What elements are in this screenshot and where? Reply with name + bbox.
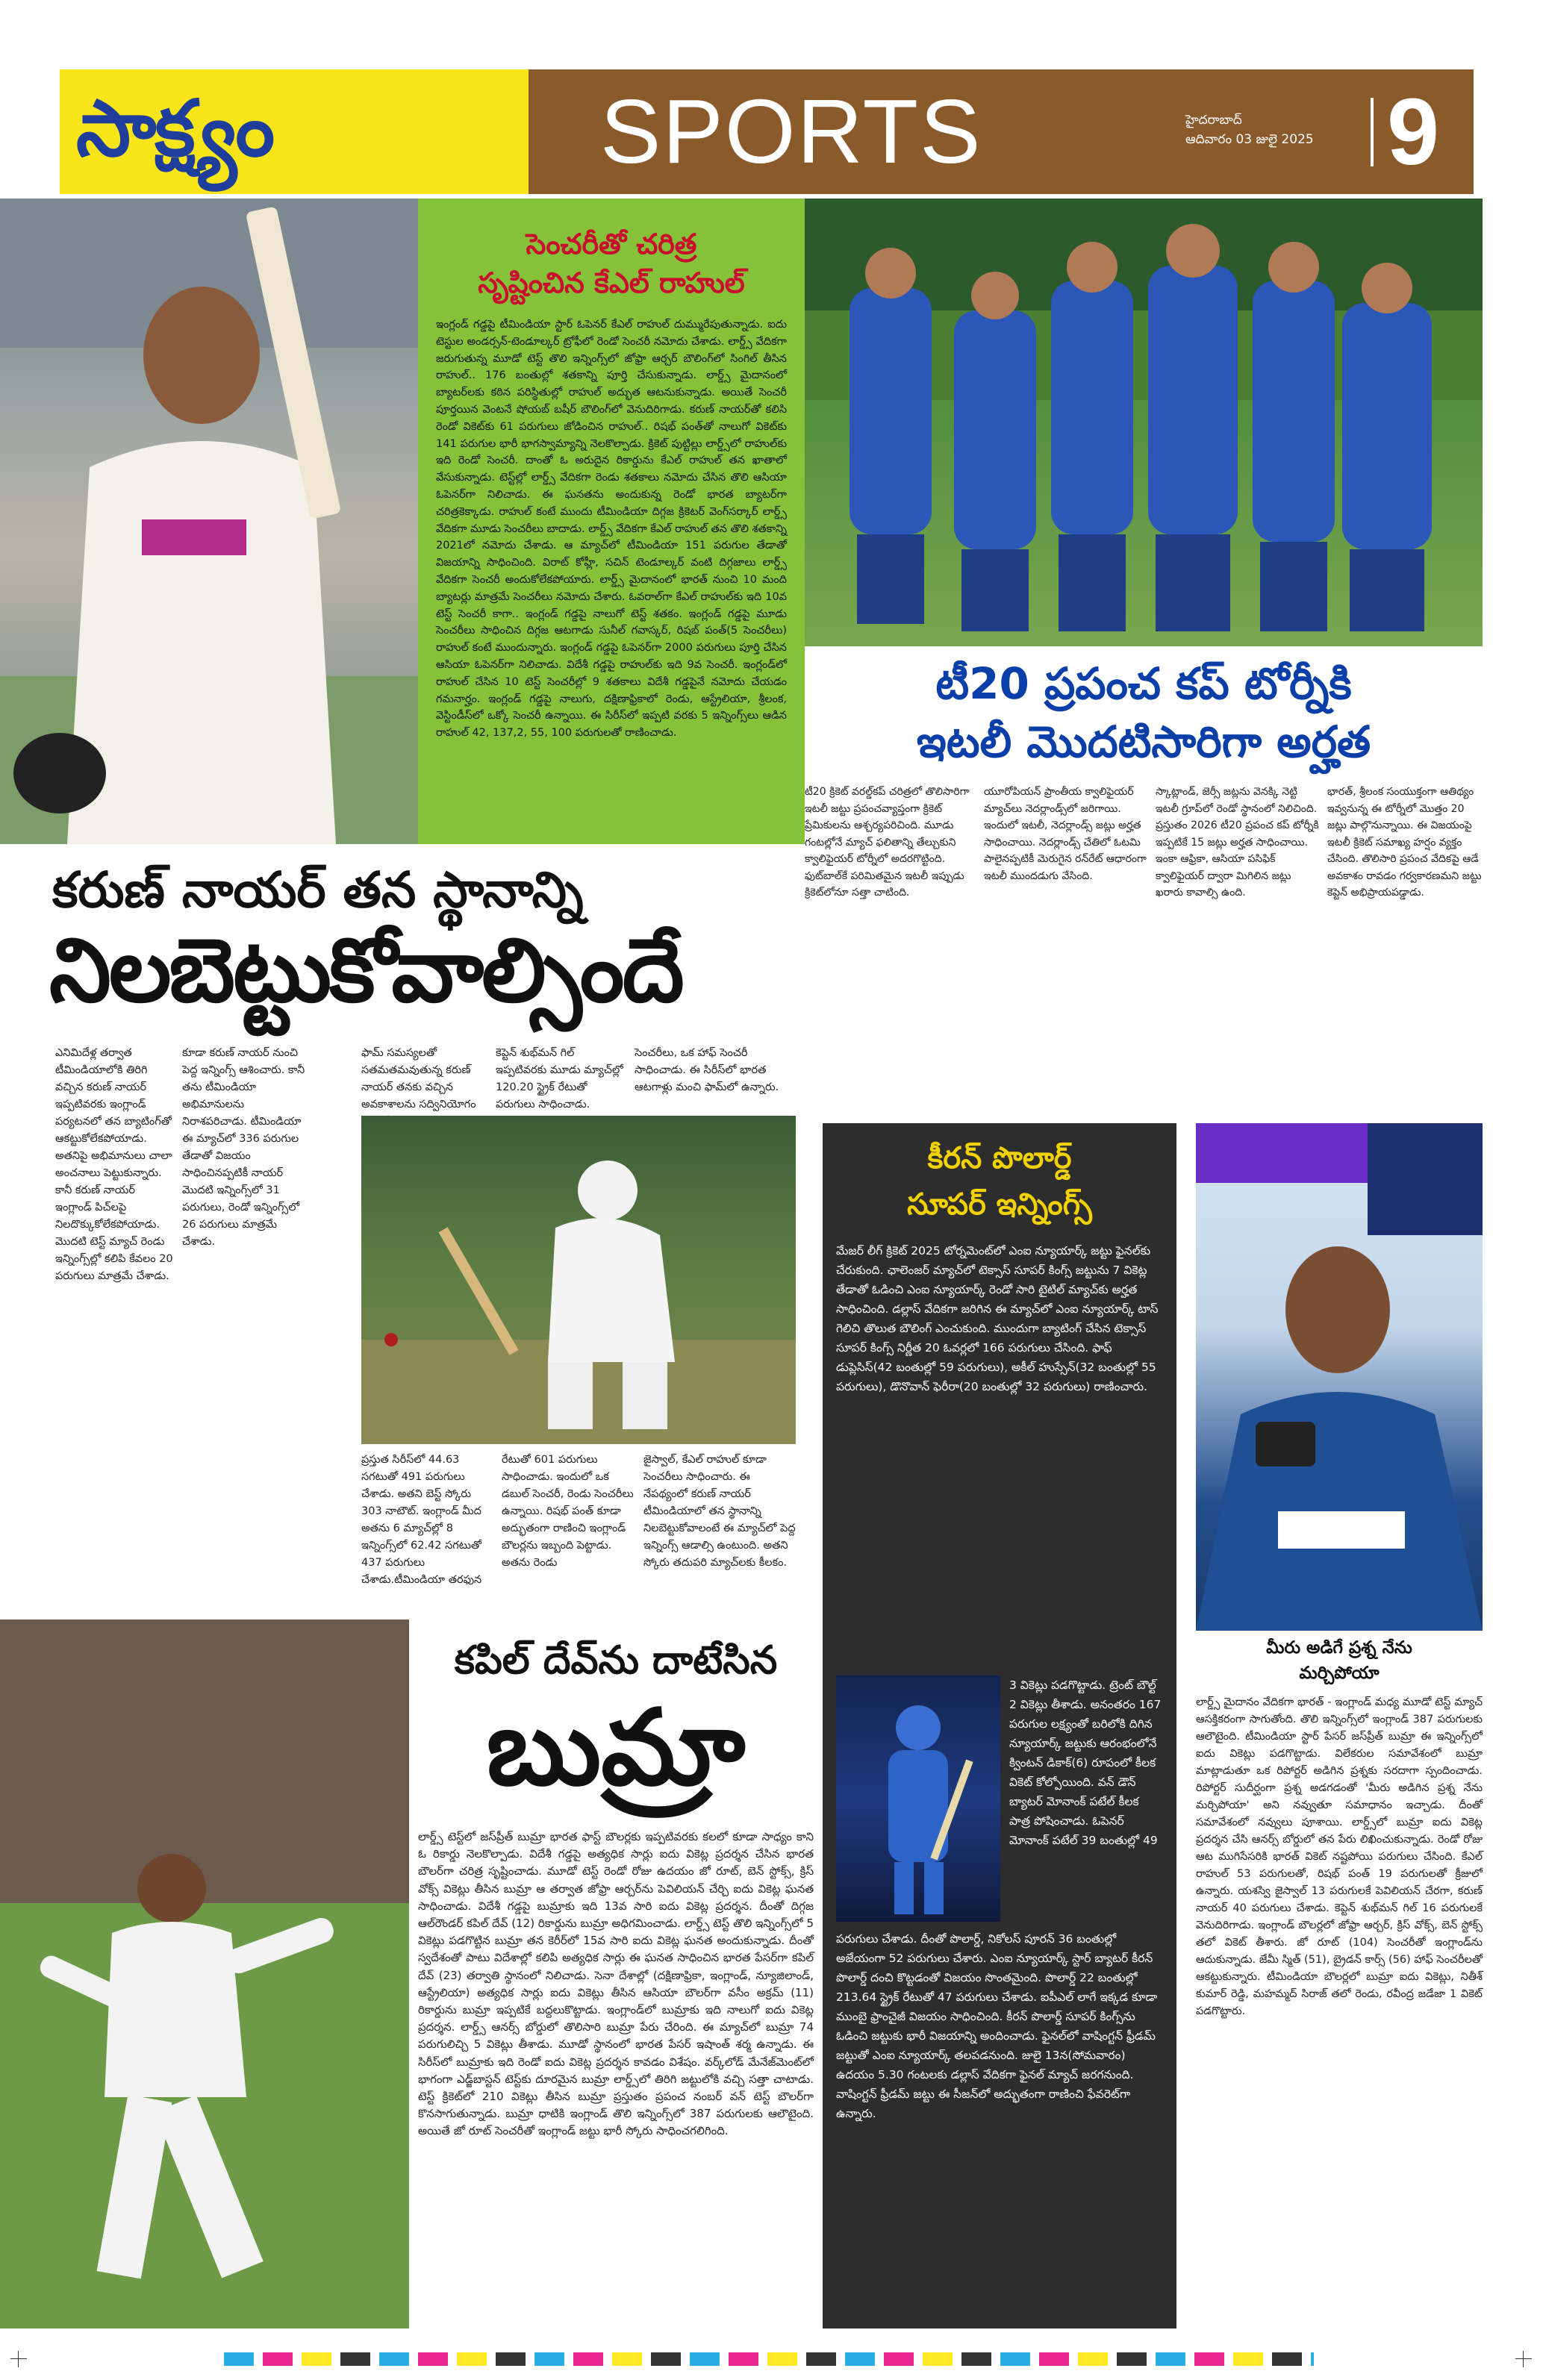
karun-bottom-3: జైస్వాల్, కేఎల్ రాహుల్ కూడా సెంచరీలు సాధించారు. ఈ నేపథ్యంలో కరుణ్ నాయర్ టీమిండియాలో తన స్థానాన్ని నిలబెట్టుకోవాలంటే ఈ మ్యాచ్‌లో పెద్ద ఇన్నింగ్స్ ఆడాల్సి ఉంటుంది. అతని స్కోరు తదుపరి మ్యాచ్‌లకు కీలకం. (643, 1454, 796, 1569)
italy-headline-2: ఇటలీ మొదటిసారిగా అర్హత (916, 716, 1371, 767)
karun-headline-2: నిలబెట్టుకోవాల్సిందే (49, 919, 682, 1022)
karun-headline-1: కరుణ్ నాయర్ తన స్థానాన్ని (52, 861, 584, 919)
karun-bottom-2: రేటుతో 601 పరుగులు సాధించాడు. ఇందులో ఒక డబుల్ సెంచరీ, రెండు సెంచరీలు ఉన్నాయి. రిషభ్ పంత్ కూడా అద్భుతంగా రాణించి ఇంగ్లాండ్ బౌలర్లను ఇబ్బంది పెట్టాడు. అతను రెండు (502, 1454, 634, 1569)
masthead-section-panel (529, 69, 1474, 194)
rahul-body: ఇంగ్లండ్ గడ్డపై టీమిండియా స్టార్ ఓపెనర్ కేఎల్ రాహుల్ దుమ్మురేపుతున్నాడు. ఐదు టెస్టుల అండర్సన్-టెండూల్కర్ ట్రోఫీలో రెండో సెంచరీ నమోదు చేశాడు. లార్డ్స్ వేదికగా జరుగుతున్న మూడో టెస్ట్ తొలి ఇన్నింగ్స్‌లో జోఫ్రా ఆర్చర్ బౌలింగ్‌లో సింగిల్ తీసిన రాహుల్.. 176 బంతుల్లో శతకాన్ని పూర్తి చేసుకున్నాడు. లార్డ్స్ మైదానంలో బ్యాటర్‌లకు కఠిన పరిస్థితుల్లో రాహుల్ అద్భుత ఆటనుకున్నాడు. అయితే సెంచరీ పూర్తయిన వెంటనే షోయబ్ బషీర్ బౌలింగ్‌లో వెనుదిరిగాడు. కరుణ్ నాయర్‌తో కలిసి రెండో వికెట్‌కు 61 పరుగులు జోడించిన రాహుల్.. రిషభ్ పంత్‌తో నాలుగో వికెట్‌కు 141 పరుగుల భారీ భాగస్వామ్యాన్ని నెలకొల్పాడు. క్రికెట్ పుట్టిల్లు లార్డ్స్‌లో రాహుల్‌కు ఇది రెండో సెంచరీ. దాంతో ఓ అరుదైన రికార్డును కేఎల్ రాహుల్ తన ఖాతాలో వేసుకున్నాడు. టెస్ట్‌ల్లో లార్డ్స్ వేదికగా రెండు శతకాలు నమోదు చేసిన తొలి ఆసియా ఓపెనర్‌గా నిలిచాడు. ఈ ఘనతను అందుకున్న రెండో భారత బ్యాటర్‌గా చరిత్రకెక్కాడు. రాహుల్ కంటే ముందు టీమిండియా దిగ్గజ క్రికెటర్ వెంగ్‌సర్కార్ లార్డ్స్ వేదికగా మూడు సెంచరీలు బాదాడు. లార్డ్స్ వేదికగా కేఎల్ రాహుల్ తన తొలి శతకాన్ని 2021లో నమోదు చేశాడు. ఆ మ్యాచ్‌లో టీమిండియా 151 పరుగుల తేడాతో విజయాన్ని సాధించింది. విరాట్ కోహ్లీ, సచిన్ టెండూల్కర్ వంటి దిగ్గజాలు లార్డ్స్ వేదికగా సెంచరీ అందుకోలేకపోయారు. లార్డ్స్ మైదానంలో భారత్ నుంచి 10 మంది బ్యాటర్లు మాత్రమే సెంచరీలు నమోదు చేశారు. ఓవరాల్‌గా కేఎల్ రాహుల్‌కు ఇది 10వ టెస్ట్ సెంచరీ కాగా.. ఇంగ్లండ్ గడ్డపై నాలుగో టెస్ట్ శతకం. ఇంగ్లండ్ గడ్డపై మూడు సెంచరీలు సాధించిన దిగ్గజ ఆటగాడు సునీల్ గవాస్కర్, రిషబ్ పంత్(5 సెంచరీలు) రాహుల్ కంటే ముందున్నారు. ఇంగ్లండ్ గడ్డపై ఓపెనర్‌గా 2000 పరుగులు పూర్తి చేసిన ఆసియా ఓపెనర్‌గా నిలిచాడు. విదేశీ గడ్డపై రాహుల్‌కు ఇది 9వ సెంచరీ. ఇంగ్లండ్‌లో రాహుల్ చేసిన 10 టెస్ట్ సెంచరీల్లో 9 శతకాలు విదేశీ గడ్డపైనే నమోదు చేయడం గమనార్హం. ఇంగ్లండ్ గడ్డపై నాలుగు, దక్షిణాఫ్రికాలో రెండు, ఆస్ట్రేలియా, శ్రీలంక, వెస్టిండీస్‌లో ఒక్కో సెంచరీ ఉన్నాయి. ఈ సిరీస్‌లో ఇప్పటి వరకు 5 ఇన్నింగ్స్‌లు ఆడిన రాహుల్ 42, 137,2, 55, 100 పరుగులతో రాణించాడు. (436, 319, 787, 740)
italy-col-3: స్కాట్లాండ్, జెర్సీ జట్లను వెనక్కి నెట్టి ఇటలీ గ్రూప్‌లో రెండో స్థానంలో నిలిచింది. ప్రస్తుతం 2026 టీ20 ప్రపంచ కప్ టోర్నీకి ఇప్పటికే 15 జట్లు అర్హత సాధించాయి. ఇంకా ఆఫ్రికా, ఆసియా పసిఫిక్ క్వాలిఫైయర్ ద్వారా మిగిలిన జట్లు ఖరారు కావాల్సి ఉంది. (1156, 786, 1319, 899)
masthead-city: హైదరాబాద్ (1185, 113, 1242, 128)
karun-col-2: కూడా కరుణ్ నాయర్ నుంచి పెద్ద ఇన్నింగ్స్ ఆశించారు. కానీ తను టీమిండియా అభిమానులను నిరాశపరిచాడు. టీమిండియా ఈ మ్యాచ్‌లో 336 పరుగుల తేడాతో విజయం సాధించినప్పటికీ నాయర్ మొదటి ఇన్నింగ్స్‌లో 31 పరుగులు, రెండో ఇన్నింగ్స్‌లో 26 పరుగులు మాత్రమే చేశాడు. (182, 1047, 305, 1248)
italy-col-4: భారత్, శ్రీలంక సంయుక్తంగా ఆతిథ్యం ఇవ్వనున్న ఈ టోర్నీలో మొత్తం 20 జట్లు పాల్గొనున్నాయి. ఈ విజయంపై ఇటలీ క్రికెట్ సమాఖ్య హర్షం వ్యక్తం చేసింది. తొలిసారి ప్రపంచ వేదికపై ఆడే అవకాశం రావడం గర్వకారణమని జట్టు కెప్టెన్ అభిప్రాయపడ్డాడు. (1327, 786, 1482, 899)
italy-col-2: యూరోపియన్ ప్రాంతీయ క్వాలిఫైయర్ మ్యాచ్‌లు నెదర్లాండ్స్‌లో జరిగాయి. ఇందులో ఇటలీ, నెదర్లాండ్స్ జట్లు అర్హత సాధించాయి. నెదర్లాండ్స్ చేతిలో ఓటమి పాలైనప్పటికీ మెరుగైన రన్‌రేట్ ఆధారంగా ఇటలీ ముందడుగు వేసింది. (984, 786, 1147, 882)
karun-col-1: ఎనిమిదేళ్ల తర్వాత టీమిండియాలోకి తిరిగి వచ్చిన కరుణ్ నాయర్ ఇప్పటివరకు ఇంగ్లాండ్ పర్యటనలో తన బ్యాటింగ్‌తో ఆకట్టుకోలేకపోయాడు. అతనిపై అభిమానులు చాలా అంచనాలు పెట్టుకున్నారు. కానీ కరుణ్ నాయర్ ఇంగ్లాండ్ పిచ్‌లపై నిలదొక్కుకోలేకపోయాడు. మొదటి టెస్ట్ మ్యాచ్ రెండు ఇన్నింగ్స్‌ల్లో కలిపి కేవలం 20 పరుగులు మాత్రమే చేశాడు. (55, 1047, 173, 1282)
masthead-logo: సాక్ష్యం (76, 83, 274, 174)
karun-col-4: కెప్టెన్ శుభ్‌మన్ గిల్ ఇప్పటివరకు మూడు మ్యాచ్‌ల్లో 120.20 స్ట్రైక్ రేటుతో పరుగులు సాధించాడు. (496, 1047, 623, 1111)
italy-team-photo (805, 199, 1483, 646)
color-bar (224, 2352, 1314, 2366)
kapil-body: లార్డ్స్ టెస్ట్‌లో జస్‌ప్రీత్ బుమ్రా భారత ఫాస్ట్ బౌలర్లకు ఇప్పటివరకు కలలో కూడా సాధ్యం కాని ఓ రికార్డు నెలకొల్పాడు. విదేశీ గడ్డపై అత్యధిక సార్లు ఐదు వికెట్ల ప్రదర్శన చేసిన భారత బౌలర్‌గా చరిత్ర సృష్టించాడు. మూడో టెస్ట్ రెండో రోజు ఉదయం జో రూట్, బెన్ స్టోక్స్, క్రిస్ వోక్స్ వికెట్లు తీసిన బుమ్రా ఆ తర్వాత జోఫ్రా ఆర్చర్‌ను పెవిలియన్ చేర్చి ఐదు వికెట్ల ఘనత సాధించాడు. విదేశీ గడ్డపై బుమ్రాకు ఇది 13వ సారి ఐదు వికెట్ల ప్రదర్శన. దీంతో దిగ్గజ ఆల్‌రౌండర్ కపిల్ దేవ్ (12) రికార్డును బుమ్రా అధిగమించాడు. లార్డ్స్ టెస్ట్ తొలి ఇన్నింగ్స్‌లో 5 వికెట్లు పడగొట్టిన బుమ్రా తన కెరీర్‌లో 15వ సారి ఐదు వికెట్ల ఘనత అందుకున్నాడు. దీంతో స్వదేశంతో పాటు విదేశాల్లో కలిపి అత్యధిక సార్లు ఈ ఘనత సాధించిన భారత పేసర్‌గా కపిల్ దేవ్ (23) తర్వాతి స్థానంలో నిలిచాడు. సెనా దేశాల్లో (దక్షిణాఫ్రికా, ఇంగ్లాండ్, న్యూజిలాండ్, ఆస్ట్రేలియా) అత్యధిక సార్లు ఐదు వికెట్లు తీసిన ఆసియా బౌలర్‌గా వసీం అక్రమ్ (11) రికార్డును బుమ్రా ఇప్పటికే బద్దలుకొట్టాడు. ఇంగ్లాండ్‌లో బుమ్రాకు ఇది నాలుగో ఐదు వికెట్ల ప్రదర్శన. లార్డ్స్ ఆనర్స్ బోర్డులో తొలిసారి బుమ్రా పేరు చేరింది. ఈ మ్యాచ్‌లో బుమ్రా 74 పరుగులిచ్చి 5 వికెట్లు తీశాడు. మూడో స్థానంలో భారత పేసర్ ఇషాంత్ శర్మ ఉన్నాడు. ఈ సిరీస్‌లో బుమ్రాకు ఇది రెండో ఐదు వికెట్ల ప్రదర్శన కావడం విశేషం. వర్క్‌లోడ్ మేనేజ్‌మెంట్‌లో భాగంగా ఎడ్జ్‌బాస్టన్ టెస్ట్‌కు దూరమైన బుమ్రా లార్డ్స్‌లో తిరిగి జట్టులోకి వచ్చి సత్తా చాటాడు. టెస్ట్ క్రికెట్‌లో 210 వికెట్లు తీసిన బుమ్రా ప్రస్తుతం ప్రపంచ నంబర్ వన్ టెస్ట్ బౌలర్‌గా కొనసాగుతున్నాడు. బుమ్రా ధాటికి ఇంగ్లాండ్ తొలి ఇన్నింగ్స్‌లో 387 పరుగులకు ఆలౌటైంది. అయితే జో రూట్ సెంచరీతో ఇంగ్లాండ్ జట్టు భారీ స్కోరు సాధించగలిగింది. (418, 1830, 814, 2138)
bumrah-q-caption-2: మర్చిపోయా (1299, 1664, 1380, 1683)
page-number: 9 (1387, 79, 1440, 184)
karun-bottom-1: ప్రస్తుత సిరీస్‌లో 44.63 సగటుతో 491 పరుగులు చేశాడు. అతని బెస్ట్ స్కోరు 303 నాటౌట్. ఇంగ్లాండ్ మీద అతను 6 మ్యాచ్‌ల్లో 8 ఇన్నింగ్స్‌లో 62.42 సగటుతో 437 పరుగులు చేశాడు.టీమిండియా తరఫున (361, 1454, 482, 1586)
italy-headline-block (805, 646, 1483, 777)
karun-col-3: ఫామ్ సమస్యలతో సతమతమవుతున్న కరుణ్ నాయర్ తనకు వచ్చిన అవకాశాలను సద్వినియోగం (361, 1047, 476, 1111)
kapil-headline-1: కపిల్ దేవ్‌ను దాటేసిన (454, 1638, 778, 1683)
masthead-date: ఆదివారం 03 జులై 2025 (1185, 132, 1314, 147)
rahul-headline-2: సృష్టించిన కేఎల్ రాహుల్ (478, 266, 745, 299)
bumrah-bowling-photo (0, 1620, 409, 2329)
karun-photo (361, 1116, 796, 1444)
masthead-divider (1371, 98, 1374, 166)
pollard-body-3: పరుగులు చేశాడు. దీంతో పొలార్డ్, నికోలస్ పూరన్ 36 బంతుల్లో అజేయంగా 52 పరుగులు చేశారు. ఎంఐ న్యూయార్క్ స్టార్ బ్యాటర్ కీరన్ పొలార్డ్ దంచి కొట్టడంతో విజయం సొంతమైంది. పొలార్డ్ 22 బంతుల్లో 213.64 స్ట్రైక్ రేటుతో 47 పరుగులు చేశాడు. ఐపీఎల్ లాగే ఇక్కడ కూడా ముంబై ఫ్రాంచైజీ విజయం సాధించింది. కీరన్ పొలార్డ్ సూపర్ కింగ్స్‌ను ఓడించి జట్టుకు భారీ విజయాన్ని అందించాడు. ఫైనల్‌లో వాషింగ్టన్ ఫ్రీడమ్ జట్టుతో ఎంఐ న్యూయార్క్ తలపడనుంది. జులై 13న(సోమవారం) ఉదయం 5.30 గంటలకు డల్లాస్ వేదికగా ఫైనల్ మ్యాచ్ జరగనుంది. వాషింగ్టన్ ఫ్రీడమ్ జట్టు ఈ సీజన్‌లో అద్భుతంగా రాణించి ఫేవరెట్‌గా ఉన్నారు. (836, 1932, 1158, 2120)
section-title: SPORTS (600, 81, 982, 182)
bumrah-q-caption-1: మీరు అడిగే ప్రశ్న నేను (1266, 1638, 1412, 1658)
italy-col-1: టీ20 క్రికెట్ వరల్డ్‌కప్ చరిత్రలో తొలిసారిగా ఇటలీ జట్టు ప్రపంచవ్యాప్తంగా క్రికెట్ ప్రేమికులను ఆశ్చర్యపరిచింది. మూడు గంటల్లోనే మ్యాచ్ ఫలితాన్ని తేల్చుకుని క్వాలిఫైయర్ టోర్నీలో అదరగొట్టింది. ఫుట్‌బాల్‌కే పరిమితమైన ఇటలీ ఇప్పుడు క్రికెట్‌లోనూ సత్తా చాటింది. (805, 786, 970, 899)
rahul-headline-1: సెంచరీతో చరిత్ర (526, 228, 697, 260)
karun-col-5: సెంచరీలు, ఒక హాఫ్ సెంచరీ సాధించాడు. ఈ సిరీస్‌లో భారత ఆటగాళ్లు మంచి ఫామ్‌లో ఉన్నారు. (635, 1047, 779, 1093)
pollard-headline-2: సూపర్ ఇన్నింగ్స్ (907, 1187, 1092, 1222)
bumrah-press-photo (1196, 1123, 1483, 1631)
italy-team-figure (805, 199, 1483, 646)
pollard-photo (836, 1675, 1000, 1922)
karun-photo-figure (361, 1116, 796, 1444)
rahul-photo (0, 199, 418, 844)
registration-mark-left (10, 2351, 27, 2367)
masthead-logo-panel (60, 69, 529, 194)
pollard-body-2: 3 వికెట్లు పడగొట్టాడు. ట్రెంట్ బౌల్ట్ 2 వికెట్లు తీశాడు. అనంతరం 167 పరుగుల లక్ష్యంతో బరిలోకి దిగిన న్యూయార్క్ జట్టుకు ఆరంభంలోనే క్వింటన్ డికాక్(6) రూపంలో కీలక వికెట్ కోల్పోయింది. వన్ డౌన్ బ్యాటర్ మోనాంక్ పటేల్ కీలక పాత్ర పోషించాడు. ఓపెనర్ మోనాంక్ పటేల్ 39 బంతుల్లో 49 (1009, 1678, 1162, 1847)
registration-mark-right (1515, 2351, 1532, 2367)
rahul-photo-figure (0, 199, 418, 844)
rahul-story-panel (418, 199, 805, 844)
bumrah-bowling-figure (0, 1620, 409, 2329)
pollard-headline-1: కీరన్ పొలార్డ్ (927, 1141, 1072, 1175)
italy-headline-1: టీ20 ప్రపంచ కప్ టోర్నీకి (935, 658, 1352, 709)
pollard-body-1: మేజర్ లీగ్ క్రికెట్ 2025 టోర్నమెంట్‌లో ఎంఐ న్యూయార్క్ జట్టు ఫైనల్‌కు చేరుకుంది. ఛాలెంజర్ మ్యాచ్‌లో టెక్సాస్ సూపర్ కింగ్స్ జట్టును 7 వికెట్ల తేడాతో ఓడించి ఎంఐ న్యూయార్క్ రెండో సారి టైటిల్ మ్యాచ్‌కు అర్హత సాధించింది. డల్లాస్ వేదికగా జరిగిన ఈ మ్యాచ్‌లో ఎంఐ న్యూయార్క్ టాస్ గెలిచి తొలుత బౌలింగ్ ఎంచుకుంది. ముందుగా బ్యాటింగ్ చేసిన టెక్సాస్ సూపర్ కింగ్స్ నిర్ణీత 20 ఓవర్లలో 166 పరుగులు చేసింది. ఫాఫ్ డుప్లెసిస్(42 బంతుల్లో 59 పరుగులు), అకీల్ హుస్సేన్(32 బంతుల్లో 55 పరుగులు), డొనొవాన్ ఫెరీరా(20 బంతుల్లో 32 పరుగులు) రాణించారు. (836, 1244, 1159, 1393)
bumrah-q-body: లార్డ్స్ మైదానం వేదికగా భారత్ - ఇంగ్లాండ్ మధ్య మూడో టెస్ట్ మ్యాచ్ ఆసక్తికరంగా సాగుతోంది. తొలి ఇన్నింగ్స్‌లో ఇంగ్లాండ్ 387 పరుగులకు ఆలౌటైంది. టీమిండియా స్టార్ పేసర్ జస్‌ప్రీత్ బుమ్రా ఈ ఇన్నింగ్స్‌లో ఐదు వికెట్లు పడగొట్టాడు. విలేకరుల సమావేశంలో బుమ్రా మాట్లాడుతూ ఒక రిపోర్టర్ అడిగిన ప్రశ్నకు సరదాగా స్పందించాడు. రిపోర్టర్ సుదీర్ఘంగా ప్రశ్న అడగడంతో 'మీరు అడిగిన ప్రశ్న నేను మర్చిపోయా' అని నవ్వుతూ సమాధానం ఇచ్చాడు. దీంతో సమావేశంలో నవ్వులు పూశాయి. లార్డ్స్‌లో బుమ్రా ఐదు వికెట్ల ప్రదర్శన చేసి ఆనర్స్ బోర్డులో తన పేరు లిఖించుకున్నాడు. రెండో రోజు ఆట ముగిసేసరికి భారత్ వికెట్ నష్టపోయి పరుగులు చేసింది. కేఎల్ రాహుల్ 53 పరుగులతో, రిషభ్ పంత్ 19 పరుగులతో క్రీజులో ఉన్నారు. యశస్వి జైస్వాల్ 13 పరుగులకే పెవిలియన్ చేరగా, కరుణ్ నాయర్ 40 పరుగులు చేశాడు. కెప్టెన్ శుభ్‌మన్ గిల్ 16 పరుగులకే వెనుదిరిగాడు. ఇంగ్లాండ్ బౌలర్లలో జోఫ్రా ఆర్చర్, క్రిస్ వోక్స్, బెన్ స్టోక్స్ తలో వికెట్ తీశారు. జో రూట్ (104) సెంచరీతో ఇంగ్లాండ్‌ను ఆదుకున్నాడు. జేమీ స్మిత్ (51), బ్రైడన్ కార్స్ (56) హాఫ్ సెంచరీలతో ఆకట్టుకున్నారు. టీమిండియా బౌలర్లలో బుమ్రా ఐదు వికెట్లు, నితీశ్ కుమార్ రెడ్డి, మహమ్మద్ సిరాజ్ తలో రెండు, రవీంద్ర జడేజా 1 వికెట్ పడగొట్టారు. (1196, 1696, 1483, 2017)
kapil-headline-2: బుమ్రా (486, 1687, 746, 1809)
pollard-photo-figure (836, 1675, 1000, 1922)
bumrah-press-figure (1196, 1123, 1483, 1631)
pollard-panel (823, 1123, 1176, 2329)
